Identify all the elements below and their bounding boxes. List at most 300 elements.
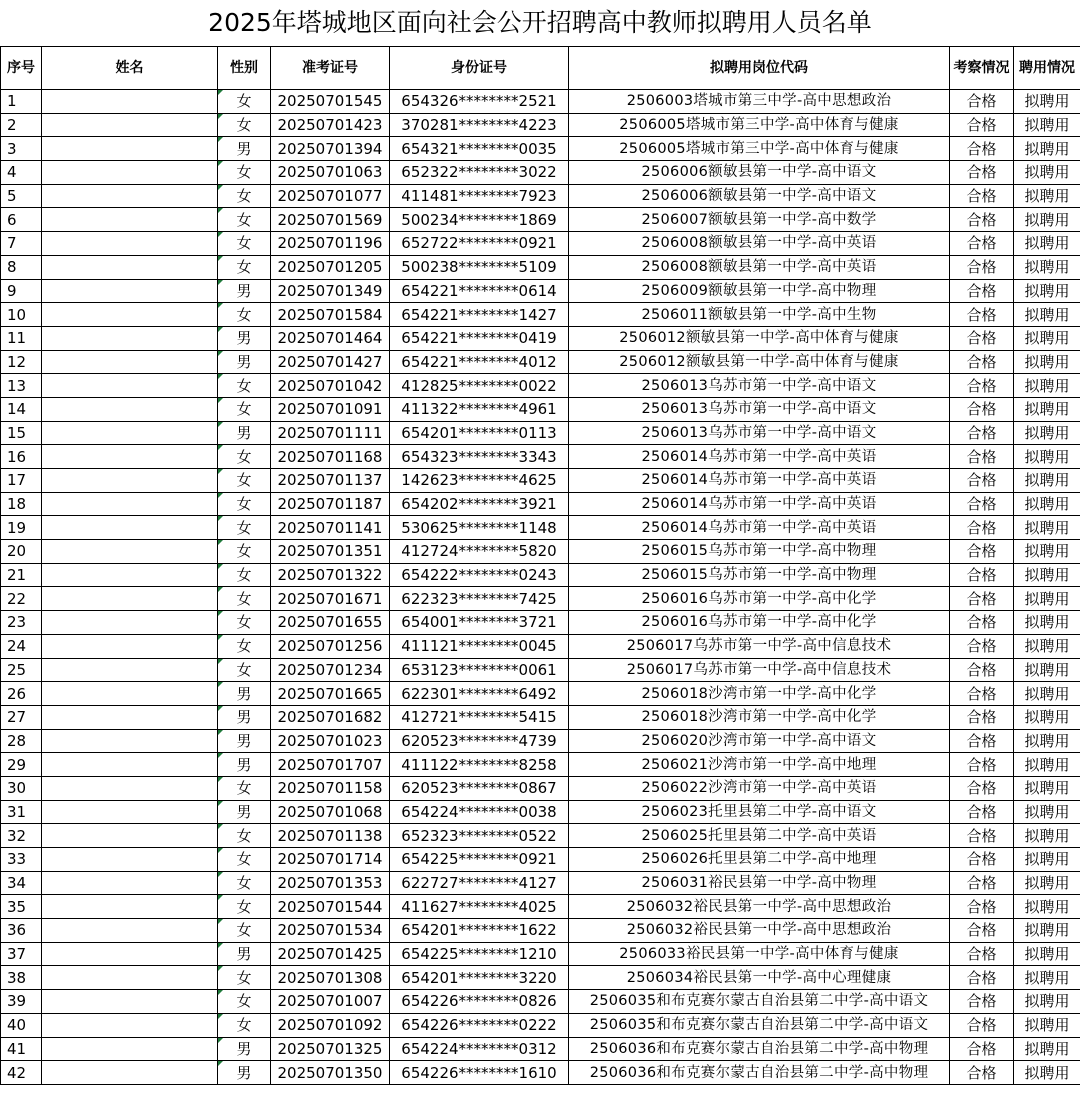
- cell-index: 33: [1, 848, 42, 872]
- cell-comment-marker: [218, 493, 223, 498]
- cell-gender-text: 男: [236, 281, 252, 300]
- table-row: [1, 232, 1080, 256]
- cell-gender-text: 女: [236, 613, 252, 632]
- cell-inspection: 合格: [950, 848, 1014, 872]
- cell-hire-status: 拟聘用: [1014, 113, 1080, 137]
- cell-post-code: 2506013乌苏市第一中学-高中语文: [569, 397, 950, 421]
- cell-hire-status: 拟聘用: [1014, 966, 1080, 990]
- cell-name: [42, 753, 218, 777]
- cell-post-code: 2506035和布克赛尔蒙古自治县第二中学-高中语文: [569, 990, 950, 1014]
- cell-index: 11: [1, 326, 42, 350]
- cell-name: [42, 279, 218, 303]
- cell-hire-status: 拟聘用: [1014, 350, 1080, 374]
- cell-id-no: 530625********1148: [390, 516, 569, 540]
- cell-gender: [218, 255, 271, 279]
- cell-post-code: 2506036和布克赛尔蒙古自治县第二中学-高中物理: [569, 1037, 950, 1061]
- cell-id-no: 654225********1210: [390, 942, 569, 966]
- cell-exam-no: 20250701707: [271, 753, 390, 777]
- table-row: [1, 705, 1080, 729]
- cell-name: [42, 611, 218, 635]
- cell-inspection: 合格: [950, 326, 1014, 350]
- cell-gender: [218, 895, 271, 919]
- cell-exam-no: 20250701671: [271, 587, 390, 611]
- cell-inspection: 合格: [950, 303, 1014, 327]
- cell-gender: [218, 397, 271, 421]
- cell-index: 27: [1, 705, 42, 729]
- cell-index: 16: [1, 445, 42, 469]
- table-row: [1, 942, 1080, 966]
- cell-gender: [218, 421, 271, 445]
- cell-index: 30: [1, 776, 42, 800]
- cell-inspection: 合格: [950, 990, 1014, 1014]
- table-body: [1, 90, 1080, 1085]
- cell-gender: [218, 848, 271, 872]
- header-gender: 性别: [218, 47, 271, 90]
- cell-gender-text: 女: [236, 637, 252, 656]
- cell-gender: [218, 208, 271, 232]
- cell-name: [42, 942, 218, 966]
- cell-inspection: 合格: [950, 492, 1014, 516]
- cell-gender-text: 女: [236, 968, 252, 987]
- cell-exam-no: 20250701665: [271, 682, 390, 706]
- cell-comment-marker: [218, 801, 223, 806]
- cell-gender: [218, 232, 271, 256]
- cell-id-no: 412825********0022: [390, 374, 569, 398]
- cell-index: 37: [1, 942, 42, 966]
- cell-gender-text: 男: [236, 423, 252, 442]
- cell-post-code: 2506018沙湾市第一中学-高中化学: [569, 682, 950, 706]
- cell-id-no: 620523********4739: [390, 729, 569, 753]
- cell-inspection: 合格: [950, 90, 1014, 114]
- cell-index: 38: [1, 966, 42, 990]
- cell-inspection: 合格: [950, 942, 1014, 966]
- cell-post-code: 2506011额敏县第一中学-高中生物: [569, 303, 950, 327]
- cell-gender-text: 女: [236, 566, 252, 585]
- cell-comment-marker: [218, 422, 223, 427]
- cell-gender-text: 女: [236, 779, 252, 798]
- cell-inspection: 合格: [950, 563, 1014, 587]
- cell-post-code: 2506032裕民县第一中学-高中思想政治: [569, 895, 950, 919]
- cell-index: 28: [1, 729, 42, 753]
- cell-gender-text: 男: [236, 684, 252, 703]
- cell-inspection: 合格: [950, 1061, 1014, 1085]
- cell-hire-status: 拟聘用: [1014, 776, 1080, 800]
- cell-id-no: 622301********6492: [390, 682, 569, 706]
- cell-index: 13: [1, 374, 42, 398]
- cell-post-code: 2506014乌苏市第一中学-高中英语: [569, 492, 950, 516]
- cell-comment-marker: [218, 1038, 223, 1043]
- cell-gender: [218, 279, 271, 303]
- table-row: [1, 540, 1080, 564]
- cell-index: 41: [1, 1037, 42, 1061]
- cell-gender: [218, 1037, 271, 1061]
- header-inspection: 考察情况: [950, 47, 1014, 90]
- cell-inspection: 合格: [950, 634, 1014, 658]
- cell-exam-no: 20250701092: [271, 1013, 390, 1037]
- cell-hire-status: 拟聘用: [1014, 587, 1080, 611]
- cell-hire-status: 拟聘用: [1014, 326, 1080, 350]
- cell-hire-status: 拟聘用: [1014, 184, 1080, 208]
- cell-id-no: 652323********0522: [390, 824, 569, 848]
- cell-name: [42, 563, 218, 587]
- cell-gender: [218, 966, 271, 990]
- cell-comment-marker: [218, 848, 223, 853]
- cell-name: [42, 587, 218, 611]
- cell-inspection: 合格: [950, 232, 1014, 256]
- cell-exam-no: 20250701234: [271, 658, 390, 682]
- cell-comment-marker: [218, 753, 223, 758]
- cell-gender-text: 女: [236, 234, 252, 253]
- cell-id-no: 500234********1869: [390, 208, 569, 232]
- cell-gender-text: 男: [236, 1039, 252, 1058]
- cell-name: [42, 919, 218, 943]
- cell-comment-marker: [218, 564, 223, 569]
- cell-exam-no: 20250701141: [271, 516, 390, 540]
- cell-id-no: 412724********5820: [390, 540, 569, 564]
- cell-id-no: 654224********0038: [390, 800, 569, 824]
- cell-gender-text: 女: [236, 874, 252, 893]
- header-index: 序号: [1, 47, 42, 90]
- cell-exam-no: 20250701353: [271, 871, 390, 895]
- cell-post-code: 2506003塔城市第三中学-高中思想政治: [569, 90, 950, 114]
- cell-post-code: 2506022沙湾市第一中学-高中英语: [569, 776, 950, 800]
- page-title: 2025年塔城地区面向社会公开招聘高中教师拟聘用人员名单: [208, 8, 872, 37]
- cell-gender: [218, 563, 271, 587]
- cell-gender: [218, 800, 271, 824]
- cell-gender: [218, 824, 271, 848]
- cell-gender: [218, 137, 271, 161]
- cell-hire-status: 拟聘用: [1014, 161, 1080, 185]
- header-name: 姓名: [42, 47, 218, 90]
- cell-comment-marker: [218, 185, 223, 190]
- cell-name: [42, 824, 218, 848]
- cell-name: [42, 895, 218, 919]
- cell-inspection: 合格: [950, 611, 1014, 635]
- cell-gender: [218, 492, 271, 516]
- cell-comment-marker: [218, 872, 223, 877]
- cell-name: [42, 137, 218, 161]
- cell-name: [42, 255, 218, 279]
- cell-post-code: 2506023托里县第二中学-高中语文: [569, 800, 950, 824]
- cell-gender-text: 女: [236, 826, 252, 845]
- cell-gender-text: 女: [236, 589, 252, 608]
- cell-inspection: 合格: [950, 1013, 1014, 1037]
- cell-exam-no: 20250701464: [271, 326, 390, 350]
- cell-name: [42, 540, 218, 564]
- cell-comment-marker: [218, 730, 223, 735]
- cell-hire-status: 拟聘用: [1014, 753, 1080, 777]
- cell-post-code: 2506016乌苏市第一中学-高中化学: [569, 587, 950, 611]
- cell-id-no: 622323********7425: [390, 587, 569, 611]
- cell-inspection: 合格: [950, 184, 1014, 208]
- cell-inspection: 合格: [950, 208, 1014, 232]
- cell-name: [42, 326, 218, 350]
- cell-index: 15: [1, 421, 42, 445]
- cell-exam-no: 20250701425: [271, 942, 390, 966]
- cell-hire-status: 拟聘用: [1014, 942, 1080, 966]
- cell-index: 21: [1, 563, 42, 587]
- cell-gender-text: 男: [236, 329, 252, 348]
- cell-gender: [218, 871, 271, 895]
- cell-gender-text: 男: [236, 945, 252, 964]
- cell-gender-text: 女: [236, 447, 252, 466]
- cell-name: [42, 374, 218, 398]
- cell-exam-no: 20250701023: [271, 729, 390, 753]
- cell-post-code: 2506014乌苏市第一中学-高中英语: [569, 469, 950, 493]
- cell-gender: [218, 729, 271, 753]
- cell-hire-status: 拟聘用: [1014, 1013, 1080, 1037]
- cell-id-no: 654226********1610: [390, 1061, 569, 1085]
- cell-gender: [218, 445, 271, 469]
- cell-post-code: 2506008额敏县第一中学-高中英语: [569, 255, 950, 279]
- cell-index: 26: [1, 682, 42, 706]
- cell-index: 19: [1, 516, 42, 540]
- cell-comment-marker: [218, 919, 223, 924]
- cell-gender-text: 男: [236, 708, 252, 727]
- cell-hire-status: 拟聘用: [1014, 919, 1080, 943]
- cell-gender: [218, 540, 271, 564]
- cell-post-code: 2506012额敏县第一中学-高中体育与健康: [569, 326, 950, 350]
- cell-index: 36: [1, 919, 42, 943]
- cell-comment-marker: [218, 90, 223, 95]
- cell-id-no: 142623********4625: [390, 469, 569, 493]
- cell-index: 24: [1, 634, 42, 658]
- cell-comment-marker: [218, 161, 223, 166]
- cell-comment-marker: [218, 327, 223, 332]
- cell-index: 2: [1, 113, 42, 137]
- table-row: [1, 729, 1080, 753]
- cell-gender-text: 男: [236, 1063, 252, 1082]
- header-row: [1, 47, 1080, 90]
- cell-index: 9: [1, 279, 42, 303]
- cell-gender-text: 女: [236, 850, 252, 869]
- cell-comment-marker: [218, 966, 223, 971]
- cell-comment-marker: [218, 777, 223, 782]
- cell-id-no: 411481********7923: [390, 184, 569, 208]
- cell-name: [42, 682, 218, 706]
- cell-gender: [218, 611, 271, 635]
- cell-id-no: 411121********0045: [390, 634, 569, 658]
- table-row: [1, 90, 1080, 114]
- cell-post-code: 2506005塔城市第三中学-高中体育与健康: [569, 137, 950, 161]
- cell-exam-no: 20250701584: [271, 303, 390, 327]
- cell-exam-no: 20250701168: [271, 445, 390, 469]
- cell-index: 4: [1, 161, 42, 185]
- cell-hire-status: 拟聘用: [1014, 705, 1080, 729]
- cell-id-no: 654201********3220: [390, 966, 569, 990]
- cell-hire-status: 拟聘用: [1014, 421, 1080, 445]
- cell-gender-text: 男: [236, 755, 252, 774]
- cell-exam-no: 20250701655: [271, 611, 390, 635]
- table-row: [1, 1061, 1080, 1085]
- cell-comment-marker: [218, 137, 223, 142]
- cell-gender: [218, 90, 271, 114]
- cell-gender: [218, 753, 271, 777]
- cell-inspection: 合格: [950, 800, 1014, 824]
- cell-gender-text: 女: [236, 518, 252, 537]
- cell-id-no: 654001********3721: [390, 611, 569, 635]
- cell-index: 6: [1, 208, 42, 232]
- cell-index: 20: [1, 540, 42, 564]
- table-row: [1, 445, 1080, 469]
- cell-comment-marker: [218, 516, 223, 521]
- cell-inspection: 合格: [950, 516, 1014, 540]
- cell-id-no: 411122********8258: [390, 753, 569, 777]
- cell-inspection: 合格: [950, 137, 1014, 161]
- cell-exam-no: 20250701158: [271, 776, 390, 800]
- cell-comment-marker: [218, 374, 223, 379]
- cell-gender: [218, 326, 271, 350]
- cell-exam-no: 20250701714: [271, 848, 390, 872]
- cell-index: 17: [1, 469, 42, 493]
- cell-post-code: 2506035和布克赛尔蒙古自治县第二中学-高中语文: [569, 1013, 950, 1037]
- cell-id-no: 622727********4127: [390, 871, 569, 895]
- cell-comment-marker: [218, 469, 223, 474]
- cell-comment-marker: [218, 280, 223, 285]
- cell-id-no: 654323********3343: [390, 445, 569, 469]
- cell-comment-marker: [218, 635, 223, 640]
- cell-exam-no: 20250701545: [271, 90, 390, 114]
- cell-gender: [218, 469, 271, 493]
- cell-post-code: 2506018沙湾市第一中学-高中化学: [569, 705, 950, 729]
- cell-gender: [218, 634, 271, 658]
- cell-inspection: 合格: [950, 776, 1014, 800]
- cell-hire-status: 拟聘用: [1014, 540, 1080, 564]
- cell-hire-status: 拟聘用: [1014, 824, 1080, 848]
- cell-name: [42, 469, 218, 493]
- cell-inspection: 合格: [950, 729, 1014, 753]
- cell-name: [42, 113, 218, 137]
- cell-index: 3: [1, 137, 42, 161]
- cell-hire-status: 拟聘用: [1014, 871, 1080, 895]
- cell-index: 39: [1, 990, 42, 1014]
- cell-post-code: 2506021沙湾市第一中学-高中地理: [569, 753, 950, 777]
- table-row: [1, 326, 1080, 350]
- cell-post-code: 2506014乌苏市第一中学-高中英语: [569, 445, 950, 469]
- cell-gender: [218, 990, 271, 1014]
- table-row: [1, 753, 1080, 777]
- cell-gender: [218, 658, 271, 682]
- cell-id-no: 654202********3921: [390, 492, 569, 516]
- cell-gender-text: 女: [236, 210, 252, 229]
- cell-hire-status: 拟聘用: [1014, 137, 1080, 161]
- table-row: [1, 469, 1080, 493]
- cell-name: [42, 848, 218, 872]
- cell-name: [42, 303, 218, 327]
- cell-hire-status: 拟聘用: [1014, 1061, 1080, 1085]
- cell-name: [42, 161, 218, 185]
- header-hire-status: 聘用情况: [1014, 47, 1080, 90]
- cell-hire-status: 拟聘用: [1014, 634, 1080, 658]
- header-id-no: 身份证号: [390, 47, 569, 90]
- table-row: [1, 634, 1080, 658]
- cell-exam-no: 20250701325: [271, 1037, 390, 1061]
- cell-gender-text: 女: [236, 258, 252, 277]
- cell-inspection: 合格: [950, 279, 1014, 303]
- cell-hire-status: 拟聘用: [1014, 303, 1080, 327]
- cell-hire-status: 拟聘用: [1014, 445, 1080, 469]
- table-row: [1, 516, 1080, 540]
- cell-exam-no: 20250701682: [271, 705, 390, 729]
- cell-hire-status: 拟聘用: [1014, 563, 1080, 587]
- cell-post-code: 2506033裕民县第一中学-高中体育与健康: [569, 942, 950, 966]
- cell-name: [42, 705, 218, 729]
- cell-exam-no: 20250701569: [271, 208, 390, 232]
- table-row: [1, 871, 1080, 895]
- cell-comment-marker: [218, 114, 223, 119]
- table-row: [1, 966, 1080, 990]
- cell-comment-marker: [218, 895, 223, 900]
- cell-inspection: 合格: [950, 469, 1014, 493]
- cell-hire-status: 拟聘用: [1014, 255, 1080, 279]
- cell-id-no: 654226********0826: [390, 990, 569, 1014]
- cell-name: [42, 208, 218, 232]
- cell-comment-marker: [218, 824, 223, 829]
- cell-index: 14: [1, 397, 42, 421]
- cell-hire-status: 拟聘用: [1014, 990, 1080, 1014]
- cell-hire-status: 拟聘用: [1014, 469, 1080, 493]
- cell-post-code: 2506036和布克赛尔蒙古自治县第二中学-高中物理: [569, 1061, 950, 1085]
- cell-id-no: 654221********0614: [390, 279, 569, 303]
- cell-index: 7: [1, 232, 42, 256]
- cell-post-code: 2506006额敏县第一中学-高中语文: [569, 184, 950, 208]
- table-row: [1, 682, 1080, 706]
- cell-comment-marker: [218, 1014, 223, 1019]
- cell-inspection: 合格: [950, 705, 1014, 729]
- cell-name: [42, 1061, 218, 1085]
- cell-gender: [218, 516, 271, 540]
- cell-id-no: 654201********0113: [390, 421, 569, 445]
- cell-post-code: 2506015乌苏市第一中学-高中物理: [569, 540, 950, 564]
- cell-gender: [218, 303, 271, 327]
- cell-index: 23: [1, 611, 42, 635]
- cell-exam-no: 20250701322: [271, 563, 390, 587]
- table-row: [1, 587, 1080, 611]
- cell-comment-marker: [218, 540, 223, 545]
- cell-hire-status: 拟聘用: [1014, 800, 1080, 824]
- table-row: [1, 990, 1080, 1014]
- cell-post-code: 2506020沙湾市第一中学-高中语文: [569, 729, 950, 753]
- cell-comment-marker: [218, 398, 223, 403]
- cell-exam-no: 20250701308: [271, 966, 390, 990]
- cell-gender-text: 男: [236, 352, 252, 371]
- table-row: [1, 658, 1080, 682]
- cell-gender-text: 男: [236, 731, 252, 750]
- cell-gender: [218, 705, 271, 729]
- cell-comment-marker: [218, 990, 223, 995]
- cell-index: 12: [1, 350, 42, 374]
- cell-hire-status: 拟聘用: [1014, 729, 1080, 753]
- cell-name: [42, 1013, 218, 1037]
- cell-name: [42, 90, 218, 114]
- cell-name: [42, 1037, 218, 1061]
- cell-id-no: 654226********0222: [390, 1013, 569, 1037]
- cell-index: 8: [1, 255, 42, 279]
- cell-id-no: 412721********5415: [390, 705, 569, 729]
- cell-inspection: 合格: [950, 113, 1014, 137]
- table-row: [1, 137, 1080, 161]
- cell-post-code: 2506007额敏县第一中学-高中数学: [569, 208, 950, 232]
- cell-inspection: 合格: [950, 161, 1014, 185]
- cell-name: [42, 990, 218, 1014]
- table-row: [1, 374, 1080, 398]
- cell-id-no: 654326********2521: [390, 90, 569, 114]
- cell-post-code: 2506026托里县第二中学-高中地理: [569, 848, 950, 872]
- cell-inspection: 合格: [950, 255, 1014, 279]
- cell-id-no: 654222********0243: [390, 563, 569, 587]
- table-row: [1, 1013, 1080, 1037]
- cell-hire-status: 拟聘用: [1014, 232, 1080, 256]
